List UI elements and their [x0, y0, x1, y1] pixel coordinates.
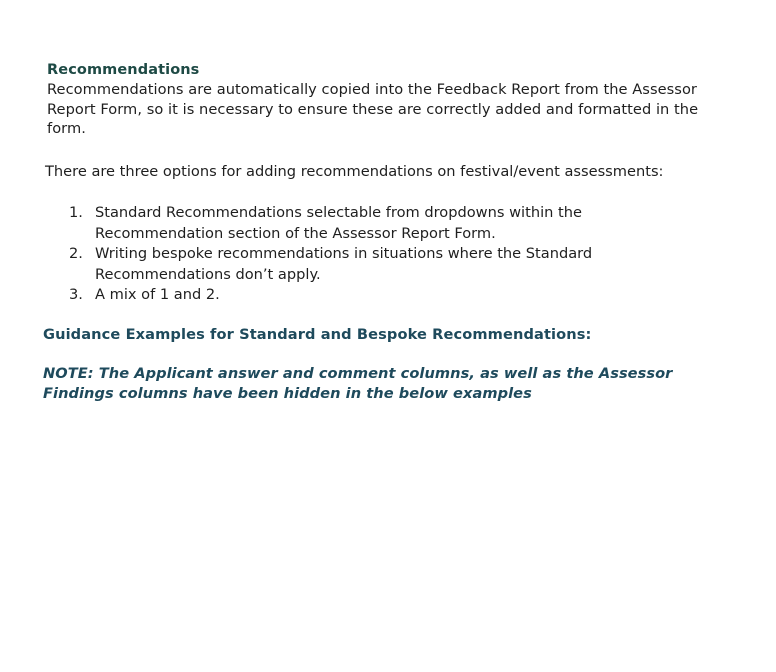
recommendations-intro: Recommendations are automatically copied into the Feedback Report from the Assessor Report Form, so it is necessary to ensure these are correctly added and formatted in the form. [47, 81, 699, 137]
list-item [45, 244, 685, 285]
guidance-heading: Guidance Examples for Standard and Bespoke Recommendations: [43, 326, 592, 343]
options-list [45, 203, 685, 306]
list-item-text: A mix of 1 and 2. [95, 286, 220, 303]
list-item-text: Standard Recommendations selectable from dropdowns within the Recommendation section of the Assessor Report Form. [95, 204, 582, 242]
recommendations-heading: Recommendations [47, 62, 200, 78]
list-item [45, 285, 685, 306]
list-item [45, 203, 685, 244]
list-item-number: 2. [69, 245, 83, 262]
list-item-text: Writing bespoke recommendations in situations where the Standard Recommendations don’t apply. [95, 245, 593, 283]
list-item-number: 3. [69, 286, 83, 303]
list-item-number: 1. [69, 204, 83, 221]
guidance-note: NOTE: The Applicant answer and comment columns, as well as the Assessor Findings columns have been hidden in the below examples [43, 365, 673, 402]
options-intro: There are three options for adding recommendations on festival/event assessments: [45, 163, 664, 180]
